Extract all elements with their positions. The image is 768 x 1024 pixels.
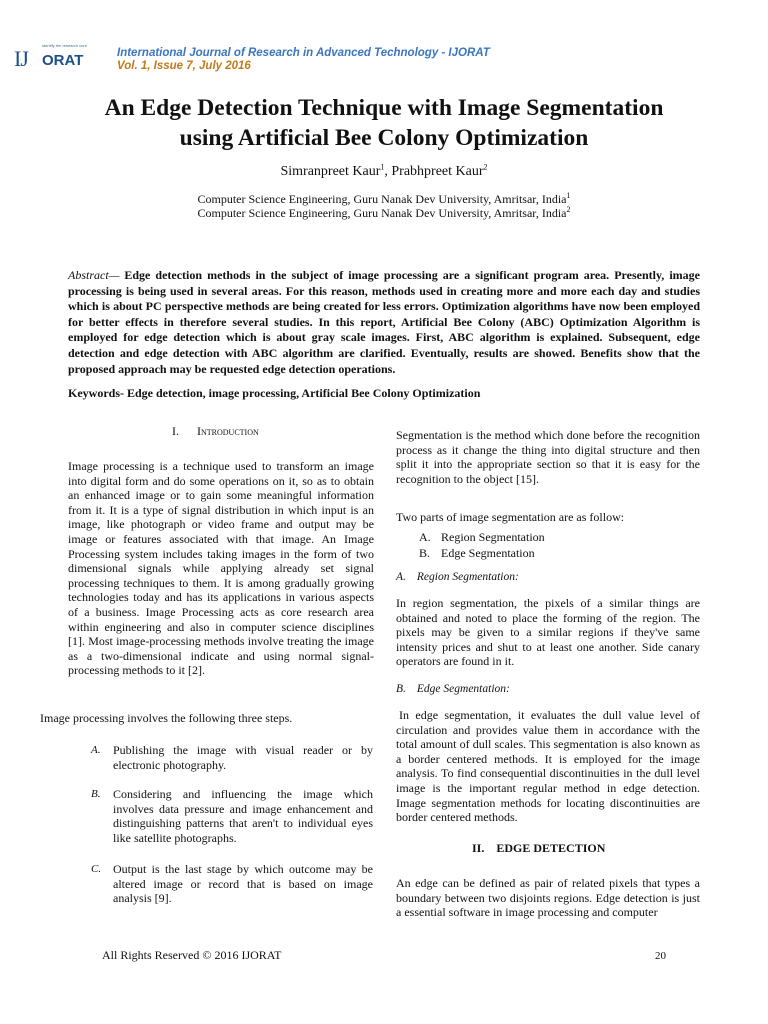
journal-name: International Journal of Research in Advanced Technology - IJORAT	[117, 47, 490, 59]
step-c-text: Output is the last stage by which outcome may be altered image or record that is based on image analysis [9].	[113, 862, 373, 906]
abstract	[68, 268, 700, 377]
author-2: Prabhpreet Kaur	[391, 164, 484, 179]
affiliation-2	[0, 206, 768, 220]
part-a-text: Region Segmentation	[441, 530, 545, 544]
intro-paragraph: Image processing is a technique used to transform an image into digital form and do some operations on it, so as to obtain an enhanced image or to gain some meaningful information from it. It is a type of signal distribution in which input is an image, like photograph or video frame and output may be image or features associated with that image. An Image Processing system includes taking images in the form of two dimensional signals while applying already set signal processing techniques to them. It is among gradually growing technologies today and has its applications in various aspects of a business. Image Processing acts as core research area within engineering and also in computer science disciplines [1]. Most image-processing methods involve treating the image as a two-dimensional indicate and using normal signal-processing methods to it [2].	[68, 459, 374, 678]
keywords: Keywords- Edge detection, image processing, Artificial Bee Colony Optimization	[68, 386, 481, 400]
part-b-text: Edge Segmentation	[441, 546, 535, 560]
edge-segmentation-paragraph: In edge segmentation, it evaluates the dull value level of circulation and provides value them in accordance with the total amount of dull scales. This segmentation is also known as a border centered methods. It is employed for the image analysis. To find consequential discontinuities in the dull level image is the important regular method in edge detection. Image segmentation methods for locating discontinuities are border centered methods.	[396, 708, 700, 825]
abstract-text: Edge detection methods in the subject of image processing are a significant program area. Presently, image processing is being used in several areas. For this reason, methods used in creating more and more each day and studies which is about PC perspective methods are being created for less errors. Optimization algorithms have now been employed for better effects in therefore several studies. In this report, Artificial Bee Colony (ABC) Optimization Algorithm is employed for edge detection which is about gray scale images. First, ABC algorithm is explained. Subsequent, edge detection and edge detection with ABC algorithm are clarified. Eventually, results are showed. Benefits show that the proposed approach may be requested edge detection operations.	[68, 268, 700, 376]
subsection-b-heading	[396, 683, 510, 695]
abstract-label: Abstract—	[68, 268, 120, 282]
author-separator: ,	[384, 164, 392, 179]
author-2-sup: 2	[483, 162, 488, 172]
subsection-a-title: Region Segmentation:	[416, 571, 519, 583]
footer-rights: All Rights Reserved © 2016 IJORAT	[102, 948, 282, 962]
section-1-heading	[172, 424, 259, 439]
paper-title	[40, 93, 728, 153]
page-number: 20	[655, 950, 666, 962]
author-1-sup: 1	[380, 162, 385, 172]
part-a-marker: A.	[419, 530, 431, 544]
affiliations	[0, 192, 768, 220]
journal-logo	[10, 40, 100, 72]
affiliation-1-text: Computer Science Engineering, Guru Nanak Dev University, Amritsar, India	[197, 192, 567, 206]
journal-volume: Vol. 1, Issue 7, July 2016	[117, 60, 251, 72]
parts-intro: Two parts of image segmentation are as follow:	[396, 510, 625, 524]
author-1: Simranpreet Kaur	[280, 164, 381, 179]
step-c-marker: C.	[91, 863, 102, 875]
edge-definition-paragraph: An edge can be defined as pair of related pixels that types a boundary between two disjoints regions. Edge detection is just a essential software in image processing and computer	[396, 876, 700, 920]
section-2-heading	[472, 841, 605, 856]
title-line-2: using Artificial Bee Colony Optimization	[179, 125, 589, 151]
step-b-text: Considering and influencing the image which involves data pressure and image enhancement and distinguishing patterns that aren't to individual eyes like satellite photographs.	[113, 787, 373, 845]
section-2-number: II.	[472, 841, 485, 855]
steps-intro: Image processing involves the following three steps.	[40, 711, 293, 725]
logo-tagline: identify the research core	[42, 43, 87, 48]
step-a-marker: A.	[91, 744, 101, 756]
region-paragraph: In region segmentation, the pixels of a similar things are obtained and noted to place the forming of the region. The pixels may be given to a similar regions if they've same intensity prices and shut to at least one another. Side canary operators are found in it.	[396, 596, 700, 669]
affiliation-1-sup: 1	[566, 191, 571, 200]
logo-ij: IJ	[14, 46, 28, 71]
affiliation-1	[0, 192, 768, 206]
section-1-number: I.	[172, 424, 179, 438]
subsection-a-marker: A.	[396, 571, 406, 583]
title-line-1: An Edge Detection Technique with Image Segmentation	[104, 95, 664, 121]
section-1-title: Introduction	[197, 424, 259, 438]
affiliation-2-sup: 2	[566, 205, 571, 214]
segmentation-paragraph: Segmentation is the method which done before the recognition process as it change the thing into digital structure and then split it into the appropriate section so that it is easy for the recognition to the object [15].	[396, 428, 700, 486]
subsection-a-heading	[396, 571, 519, 583]
step-b-marker: B.	[91, 788, 101, 800]
affiliation-2-text: Computer Science Engineering, Guru Nanak Dev University, Amritsar, India	[197, 206, 567, 220]
subsection-b-marker: B.	[396, 683, 406, 695]
section-2-title: EDGE DETECTION	[496, 841, 606, 855]
authors	[0, 164, 768, 180]
logo-orat: ORAT	[42, 52, 84, 69]
subsection-b-title: Edge Segmentation:	[416, 683, 510, 695]
part-b-marker: B.	[419, 546, 431, 560]
step-a-text: Publishing the image with visual reader or by electronic photography.	[113, 743, 373, 772]
